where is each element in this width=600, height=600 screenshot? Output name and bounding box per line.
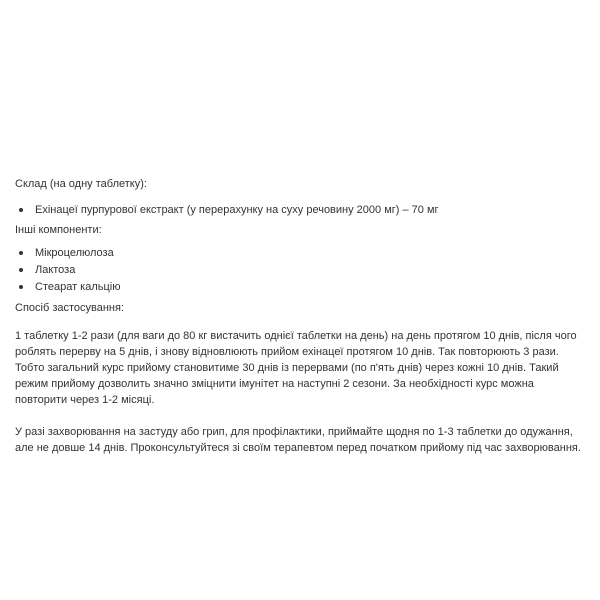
list-item xyxy=(15,245,587,261)
usage-paragraph: 1 таблетку 1-2 рази (для ваги до 80 кг вистачить однієї таблетки на день) на день протягом 10 днів, після чого роблять перерву на 5 днів, і знову відновлюють прийом ехінацеї протягом 10 днів. Так повторюють 3 рази. Тобто загальний курс прийому становитиме 30 днів із перервами (по п'ять днів) через кожні 10 днів. Такий режим прийому дозволить значно зміцнити імунітет на наступні 2 сезони. За необхідності курс можна повторити через 1-2 місяці. xyxy=(15,330,577,406)
list-item-text: Стеарат кальцію xyxy=(35,281,121,293)
list-item xyxy=(15,262,587,278)
bullet-icon xyxy=(19,268,23,272)
usage-label: Спосіб застосування: xyxy=(15,302,125,314)
bullet-icon xyxy=(19,285,23,289)
other-components-label: Інші компоненти: xyxy=(15,224,102,236)
other-components-list xyxy=(15,245,587,295)
composition-label: Склад (на одну таблетку): xyxy=(15,178,147,190)
bullet-icon xyxy=(19,208,23,212)
list-item xyxy=(15,202,587,218)
list-item xyxy=(15,279,587,295)
composition-list xyxy=(15,202,587,218)
product-description xyxy=(15,176,587,456)
list-item-text: Мікроцелюлоза xyxy=(35,247,114,259)
list-item-text: Лактоза xyxy=(35,264,76,276)
list-item-text: Ехінацеї пурпурової екстракт (у перерахунку на суху речовину 2000 мг) – 70 мг xyxy=(35,204,439,216)
illness-usage-paragraph: У разі захворювання на застуду або грип, для профілактики, приймайте щодня по 1-3 таблетки до одужання, але не довше 14 днів. Проконсультуйтеся зі своїм терапевтом перед початком прийому під час захворювання. xyxy=(15,426,581,454)
bullet-icon xyxy=(19,251,23,255)
